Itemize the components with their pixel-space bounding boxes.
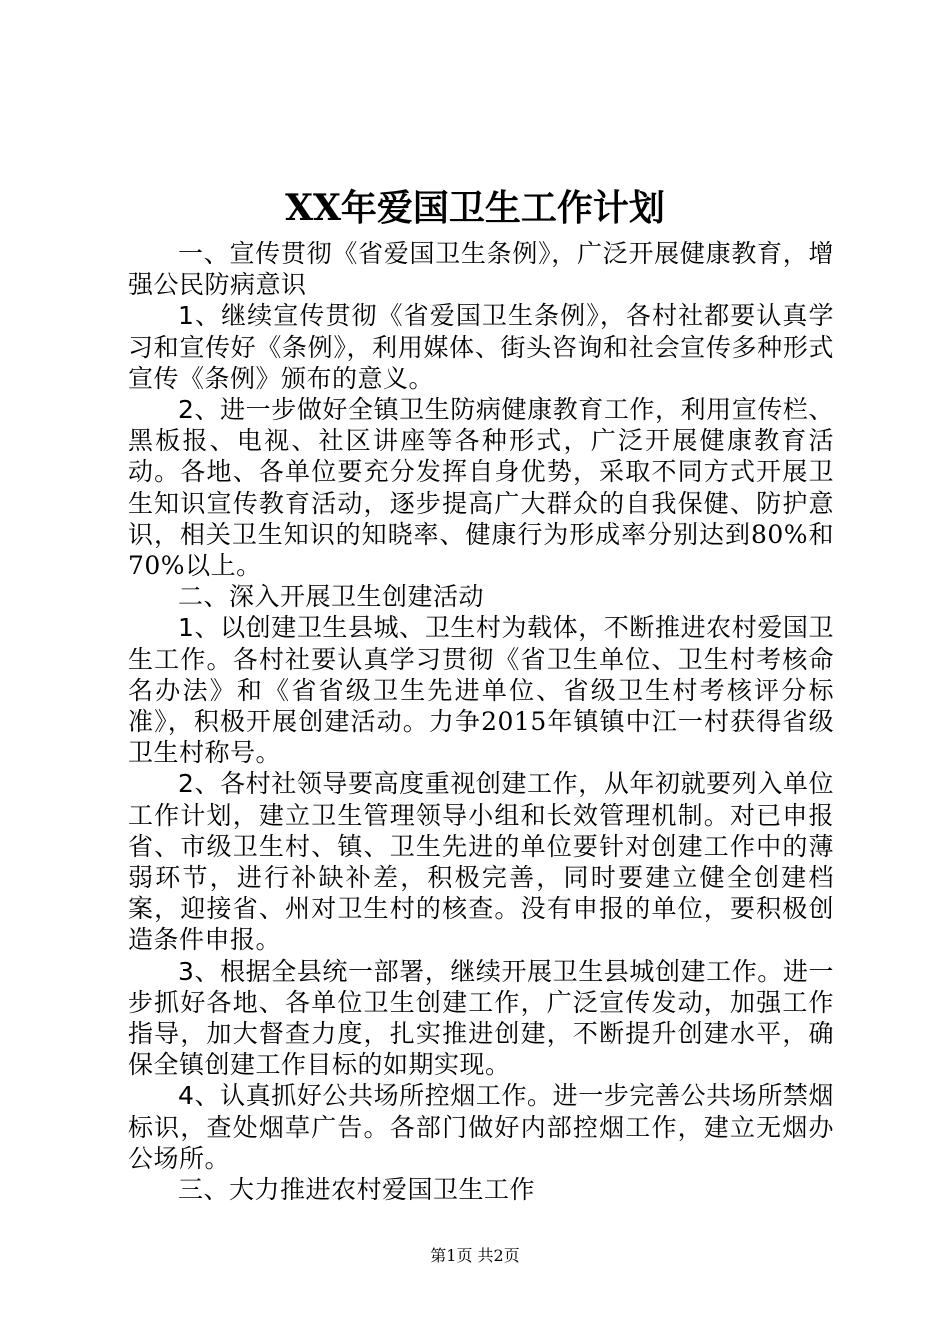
paragraph-lead: 2、进一步做好全镇卫生防病健康教育工作，利用宣传栏、黑板报、电视、社区讲座等各种形式，广泛开展健康教育活动。 — [128, 395, 834, 487]
paragraph-1-2 — [128, 394, 834, 581]
paragraph-lead: 1、以创建卫生县城、卫生村为载体，不断推进农村爱国卫生工作。 — [128, 613, 834, 674]
paragraph-rest: 进一步抓好各地、各单位卫生创建工作，广泛宣传发动，加强工作指导，加大督查力度，扎实推进创建，不断提升创建水平，确保全镇创建工作目标的如期实现。 — [128, 956, 834, 1080]
document-body — [128, 238, 834, 1205]
paragraph-lead: 三、大力推进农村爱国卫生工作 — [178, 1175, 536, 1205]
paragraph-1-1 — [128, 300, 834, 394]
section-heading-2 — [128, 581, 834, 612]
document-title: XX年爱国卫生工作计划 — [285, 187, 665, 229]
paragraph-lead: 二、深入开展卫生创建活动 — [178, 582, 485, 612]
paragraph-lead: 2、各村社领导要高度重视创建工作，从年初就要列入单位工作计划，建立卫生管理领导小组和长效管理机制。 — [128, 769, 834, 830]
paragraph-rest: 对已申报省、市级卫生村、镇、卫生先进的单位要针对创建工作中的薄弱环节，进行补缺补差，积极完善，同时要建立健全创建档案，迎接省、州对卫生村的核查。没有申报的单位，要积极创造条件申报。 — [128, 800, 834, 955]
paragraph-rest: 各地、各单位要充分发挥自身优势，采取不同方式开展卫生知识宣传教育活动，逐步提高广大群众的自我保健、防护意识，相关卫生知识的知晓率、健康行为形成率分别达到80%和70%以上。 — [128, 457, 834, 581]
page-footer: 第1页 共2页 — [430, 1246, 520, 1265]
section-heading-1 — [128, 238, 834, 300]
paragraph-rest: 各村社要认真学习贯彻《省卫生单位、卫生村考核命名办法》和《省省级卫生先进单位、省级卫生村考核评分标准》，积极开展创建活动。力争2015年镇镇中江一村获得省级卫生村称号。 — [128, 644, 834, 768]
paragraph-2-2 — [128, 768, 834, 955]
paragraph-lead: 3、根据全县统一部署，继续开展卫生县城创建工作。 — [178, 956, 783, 986]
paragraph-lead: 4、认真抓好公共场所控烟工作。 — [178, 1081, 553, 1111]
section-heading-3 — [128, 1174, 834, 1205]
paragraph-lead: 一、宣传贯彻《省爱国卫生条例》，广泛开展健康教育，增强公民防病意识 — [128, 239, 834, 300]
paragraph-rest: 进一步完善公共场所禁烟标识，查处烟草广告。各部门做好内部控烟工作，建立无烟办公场所。 — [128, 1081, 834, 1173]
paragraph-2-1 — [128, 612, 834, 768]
paragraph-2-4 — [128, 1080, 834, 1174]
paragraph-lead: 1、继续宣传贯彻《省爱国卫生条例》，各村社都要认真学习和宣传好《条例》，利用媒体、街头咨询和社会宣传多种形式宣传《条例》颁布的意义。 — [128, 301, 834, 393]
paragraph-2-3 — [128, 956, 834, 1081]
